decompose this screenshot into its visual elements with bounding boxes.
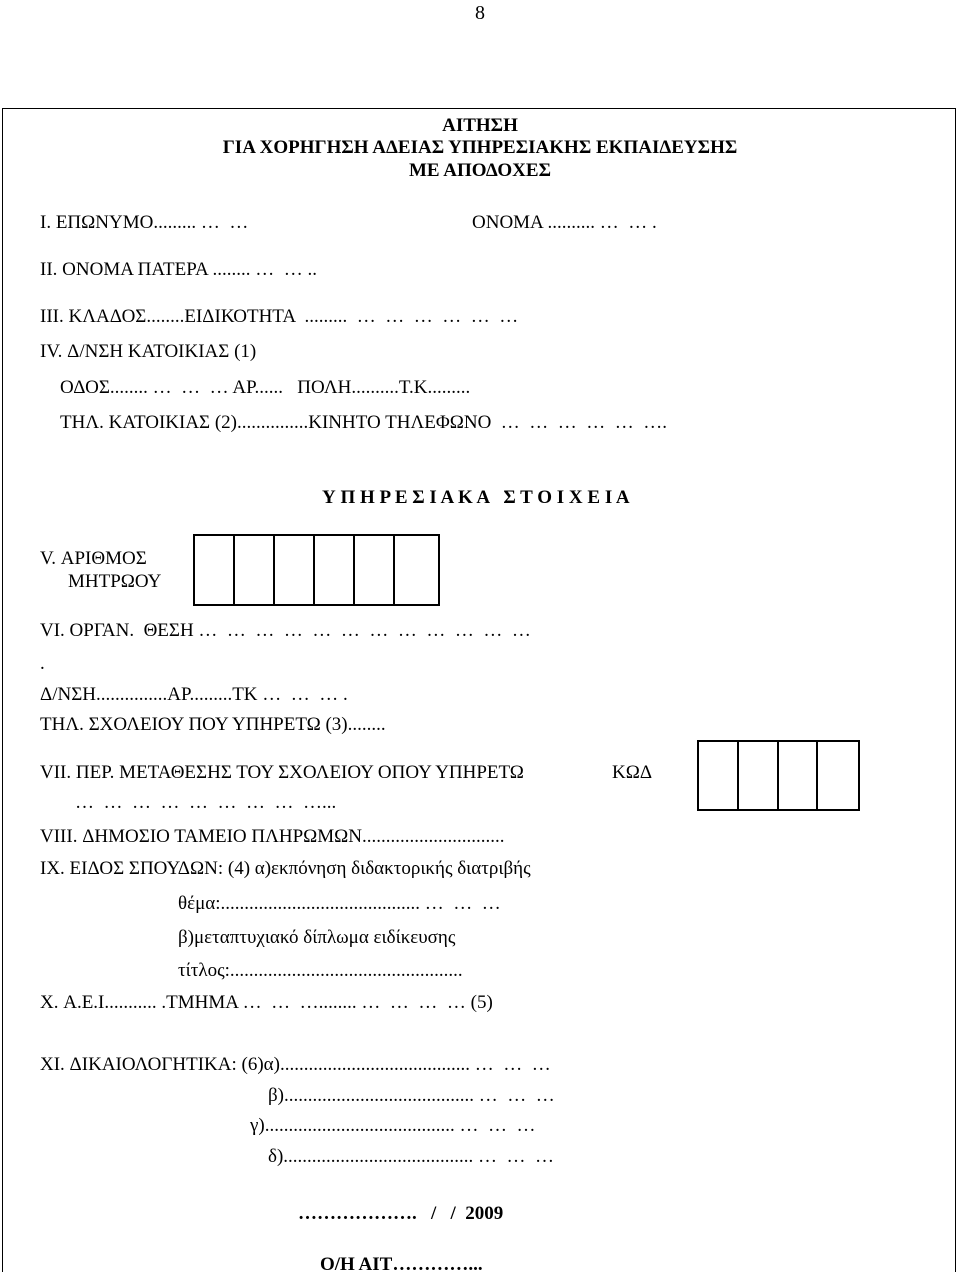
form-subtitle-2: ΜΕ ΑΠΟΔΟΧΕΣ (409, 160, 551, 181)
registry-number-label: V. ΑΡΙΘΜΟΣ (40, 548, 147, 569)
service-data-heading: Υ Π Η Ρ Ε Σ Ι Α Κ Α Σ Τ Ο Ι Χ Ε Ι Α (322, 487, 630, 508)
transfer-code-boxes[interactable] (697, 740, 860, 811)
documents-b-field: β)........................................ … … … (268, 1085, 555, 1106)
branch-specialty-field: III. ΚΛΑΔΟΣ........ΕΙΔΙΚΟΤΗΤΑ ......... … … … … … … (40, 306, 519, 327)
registry-number-boxes[interactable] (193, 534, 440, 606)
documents-c-field: γ)........................................ … … … (250, 1115, 536, 1136)
degree-title-field: τίτλος:................................................. (178, 960, 463, 981)
code-digit-box[interactable] (818, 742, 858, 809)
code-digit-box[interactable] (699, 742, 739, 809)
school-phone-field: ΤΗΛ. ΣΧΟΛΕΙΟΥ ΠΟΥ ΥΠΗΡΕΤΩ (3)........ (40, 714, 386, 735)
transfer-region-field: VII. ΠΕΡ. ΜΕΤΑΘΕΣΗΣ ΤΟΥ ΣΧΟΛΕΙΟΥ ΟΠΟΥ ΥΠΗΡΕΤΩ (40, 762, 524, 783)
school-address-field: Δ/ΝΣΗ...............ΑΡ.........ΤΚ … … … . (40, 684, 348, 705)
masters-option: β)μεταπτυχιακό δίπλωμα ειδίκευσης (178, 927, 456, 948)
signature-field: Ο/Η ΑΙΤ…………... (320, 1254, 483, 1275)
registry-digit-box[interactable] (395, 536, 435, 604)
date-field: ………………. / / 2009 (298, 1203, 504, 1224)
transfer-region-cont: … … … … … … … … …... (75, 792, 337, 813)
form-title: ΑΙΤΗΣΗ (442, 115, 518, 136)
thesis-topic-field: θέμα:.......................................... … … … (178, 893, 501, 914)
organic-position-field: VI. ΟΡΓΑΝ. ΘΕΣΗ … … … … … … … … … … … … (40, 620, 531, 641)
registry-digit-box[interactable] (195, 536, 235, 604)
page-number: 8 (475, 2, 485, 24)
phone-field: ΤΗΛ. ΚΑΤΟΙΚΙΑΣ (2)...............ΚΙΝΗΤΟ ΤΗΛΕΦΩΝΟ … … … … … …. (60, 412, 668, 433)
code-digit-box[interactable] (739, 742, 779, 809)
studies-type-field: IX. ΕΙΔΟΣ ΣΠΟΥΔΩΝ: (4) α)εκπόνηση διδακτορικής διατριβής (40, 858, 531, 879)
documents-d-field: δ)........................................ … … … (268, 1146, 555, 1167)
registry-digit-box[interactable] (315, 536, 355, 604)
code-digit-box[interactable] (779, 742, 819, 809)
organic-position-cont: . (40, 653, 45, 674)
registry-digit-box[interactable] (355, 536, 395, 604)
name-field: ΟΝΟΜΑ .......... … … . (472, 212, 657, 233)
form-subtitle: ΓΙΑ ΧΟΡΗΓΗΣΗ ΑΔΕΙΑΣ ΥΠΗΡΕΣΙΑΚΗΣ ΕΚΠΑΙΔΕΥΣΗΣ (222, 137, 738, 158)
registry-digit-box[interactable] (275, 536, 315, 604)
transfer-code-label: ΚΩΔ (612, 762, 653, 783)
father-name-field: II. ΟΝΟΜΑ ΠΑΤΕΡΑ ........ … … .. (40, 259, 317, 280)
treasury-field: VIII. ΔΗΜΟΣΙΟ ΤΑΜΕΙΟ ΠΛΗΡΩΜΩΝ.............................. (40, 826, 505, 847)
registry-digit-box[interactable] (235, 536, 275, 604)
documents-a-field: XI. ΔΙΚΑΙΟΛΟΓΗΤΙΚΑ: (6)α)........................................ … … … (40, 1054, 551, 1075)
university-field: X. Α.Ε.Ι........... .ΤΜΗΜΑ … … …........ … … … … (5) (40, 992, 493, 1013)
street-city-field: ΟΔΟΣ........ … … … ΑΡ...... ΠΟΛΗ..........Τ.Κ......... (60, 377, 471, 398)
registry-number-label-2: ΜΗΤΡΩΟΥ (68, 571, 162, 592)
home-address-heading: IV. Δ/ΝΣΗ ΚΑΤΟΙΚΙΑΣ (1) (40, 341, 257, 362)
surname-field: I. ΕΠΩΝΥΜΟ......... … … (40, 212, 249, 233)
